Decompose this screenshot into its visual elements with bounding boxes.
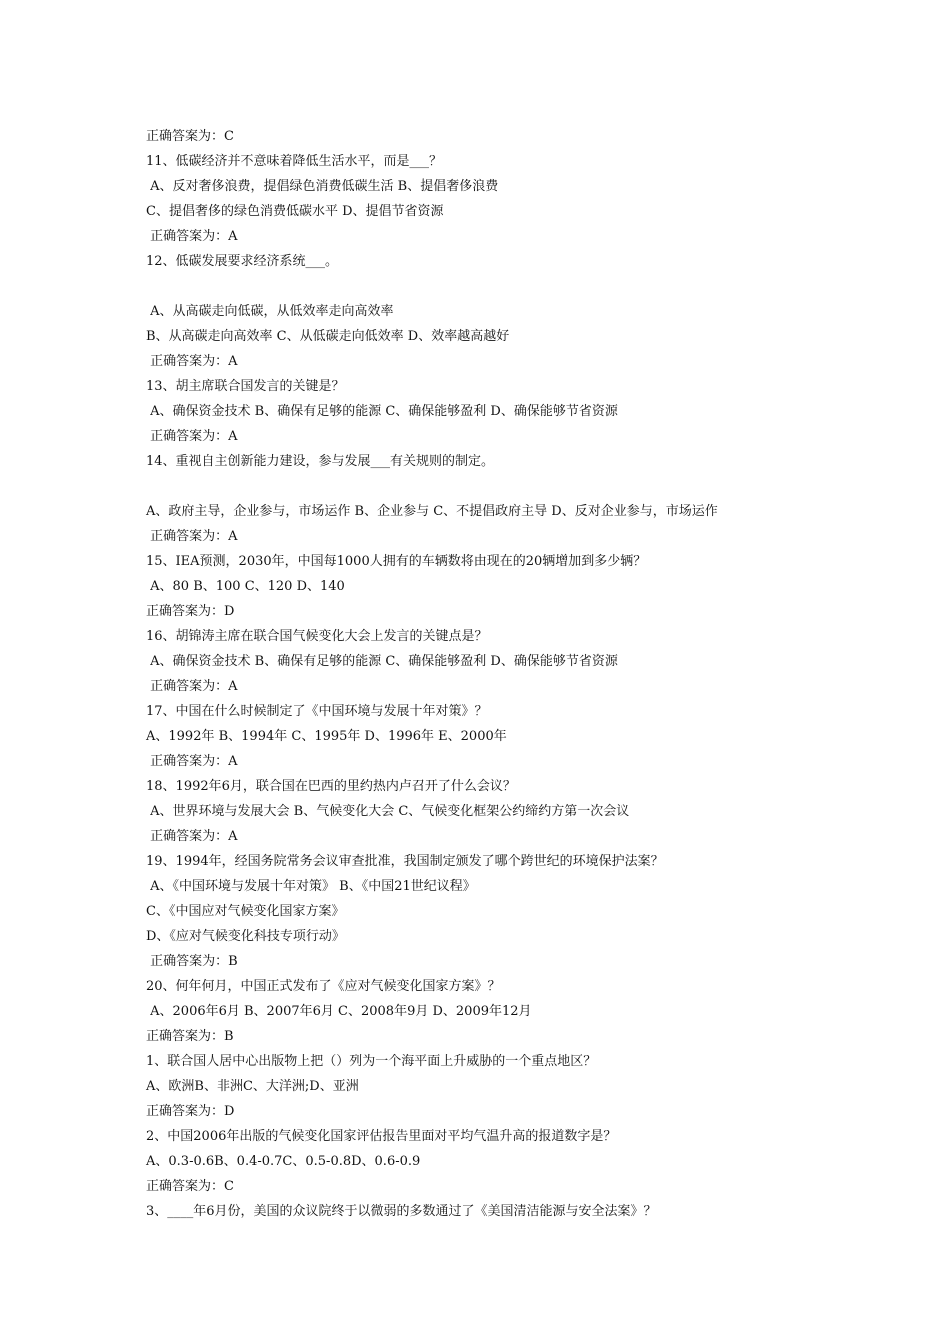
options-line: D、《应对气候变化科技专项行动》	[146, 929, 345, 944]
options-line: A、80 B、100 C、120 D、140	[146, 579, 345, 594]
options-line: A、确保资金技术 B、确保有足够的能源 C、确保能够盈利 D、确保能够节省资源	[146, 404, 618, 419]
options-line: A、确保资金技术 B、确保有足够的能源 C、确保能够盈利 D、确保能够节省资源	[146, 654, 618, 669]
options-line: A、反对奢侈浪费，提倡绿色消费低碳生活 B、提倡奢侈浪费	[146, 179, 499, 194]
options-line: A、1992年 B、1994年 C、1995年 D、1996年 E、2000年	[146, 729, 507, 744]
options-line: A、世界环境与发展大会 B、气候变化大会 C、气候变化框架公约缔约方第一次会议	[146, 804, 630, 819]
question-19: 19、1994年，经国务院常务会议审查批准，我国制定颁发了哪个跨世纪的环境保护法案？	[146, 854, 664, 869]
question-2: 2、中国2006年出版的气候变化国家评估报告里面对平均气温升高的报道数字是？	[146, 1129, 617, 1144]
answer-line: 正确答案为：C	[146, 129, 234, 144]
question-13: 13、胡主席联合国发言的关键是？	[146, 379, 345, 394]
question-18: 18、1992年6月，联合国在巴西的里约热内卢召开了什么会议？	[146, 779, 516, 794]
question-17: 17、中国在什么时候制定了《中国环境与发展十年对策》？	[146, 704, 488, 719]
question-1: 1、联合国人居中心出版物上把（）列为一个海平面上升威胁的一个重点地区？	[146, 1054, 597, 1069]
answer-line: 正确答案为：B	[146, 1029, 234, 1044]
options-line: A、2006年6月 B、2007年6月 C、2008年9月 D、2009年12月	[146, 1004, 532, 1019]
answer-line: 正确答案为：A	[146, 754, 238, 769]
options-line: A、从高碳走向低碳，从低效率走向高效率	[146, 304, 394, 319]
answer-line: 正确答案为：A	[146, 829, 238, 844]
options-line: B、从高碳走向高效率 C、从低碳走向低效率 D、效率越高越好	[146, 329, 510, 344]
question-14: 14、重视自主创新能力建设，参与发展___有关规则的制定。	[146, 454, 495, 469]
question-16: 16、胡锦涛主席在联合国气候变化大会上发言的关键点是？	[146, 629, 488, 644]
options-line: A、欧洲B、非洲C、大洋洲;D、亚洲	[146, 1079, 359, 1094]
options-line: A、政府主导，企业参与，市场运作 B、企业参与 C、不提倡政府主导 D、反对企业参与，市场运作	[146, 504, 718, 519]
options-line: C、提倡奢侈的绿色消费低碳水平 D、提倡节省资源	[146, 204, 444, 219]
answer-line: 正确答案为：B	[146, 954, 238, 969]
answer-line: 正确答案为：C	[146, 1179, 234, 1194]
question-3: 3、____年6月份，美国的众议院终于以微弱的多数通过了《美国清洁能源与安全法案》？	[146, 1204, 657, 1219]
options-line: A、《中国环境与发展十年对策》 B、《中国21世纪议程》	[146, 879, 476, 894]
options-line: A、0.3-0.6B、0.4-0.7C、0.5-0.8D、0.6-0.9	[146, 1154, 421, 1169]
answer-line: 正确答案为：D	[146, 604, 235, 619]
answer-line: 正确答案为：A	[146, 679, 238, 694]
options-line: C、《中国应对气候变化国家方案》	[146, 904, 345, 919]
answer-line: 正确答案为：A	[146, 229, 238, 244]
answer-line: 正确答案为：D	[146, 1104, 235, 1119]
question-12: 12、低碳发展要求经济系统___。	[146, 254, 339, 269]
question-15: 15、IEA预测，2030年，中国每1000人拥有的车辆数将由现在的20辆增加到多少辆？	[146, 554, 647, 569]
question-20: 20、何年何月，中国正式发布了《应对气候变化国家方案》？	[146, 979, 501, 994]
answer-line: 正确答案为：A	[146, 529, 238, 544]
answer-line: 正确答案为：A	[146, 354, 238, 369]
question-11: 11、低碳经济并不意味着降低生活水平，而是___？	[146, 154, 443, 169]
answer-line: 正确答案为：A	[146, 429, 238, 444]
